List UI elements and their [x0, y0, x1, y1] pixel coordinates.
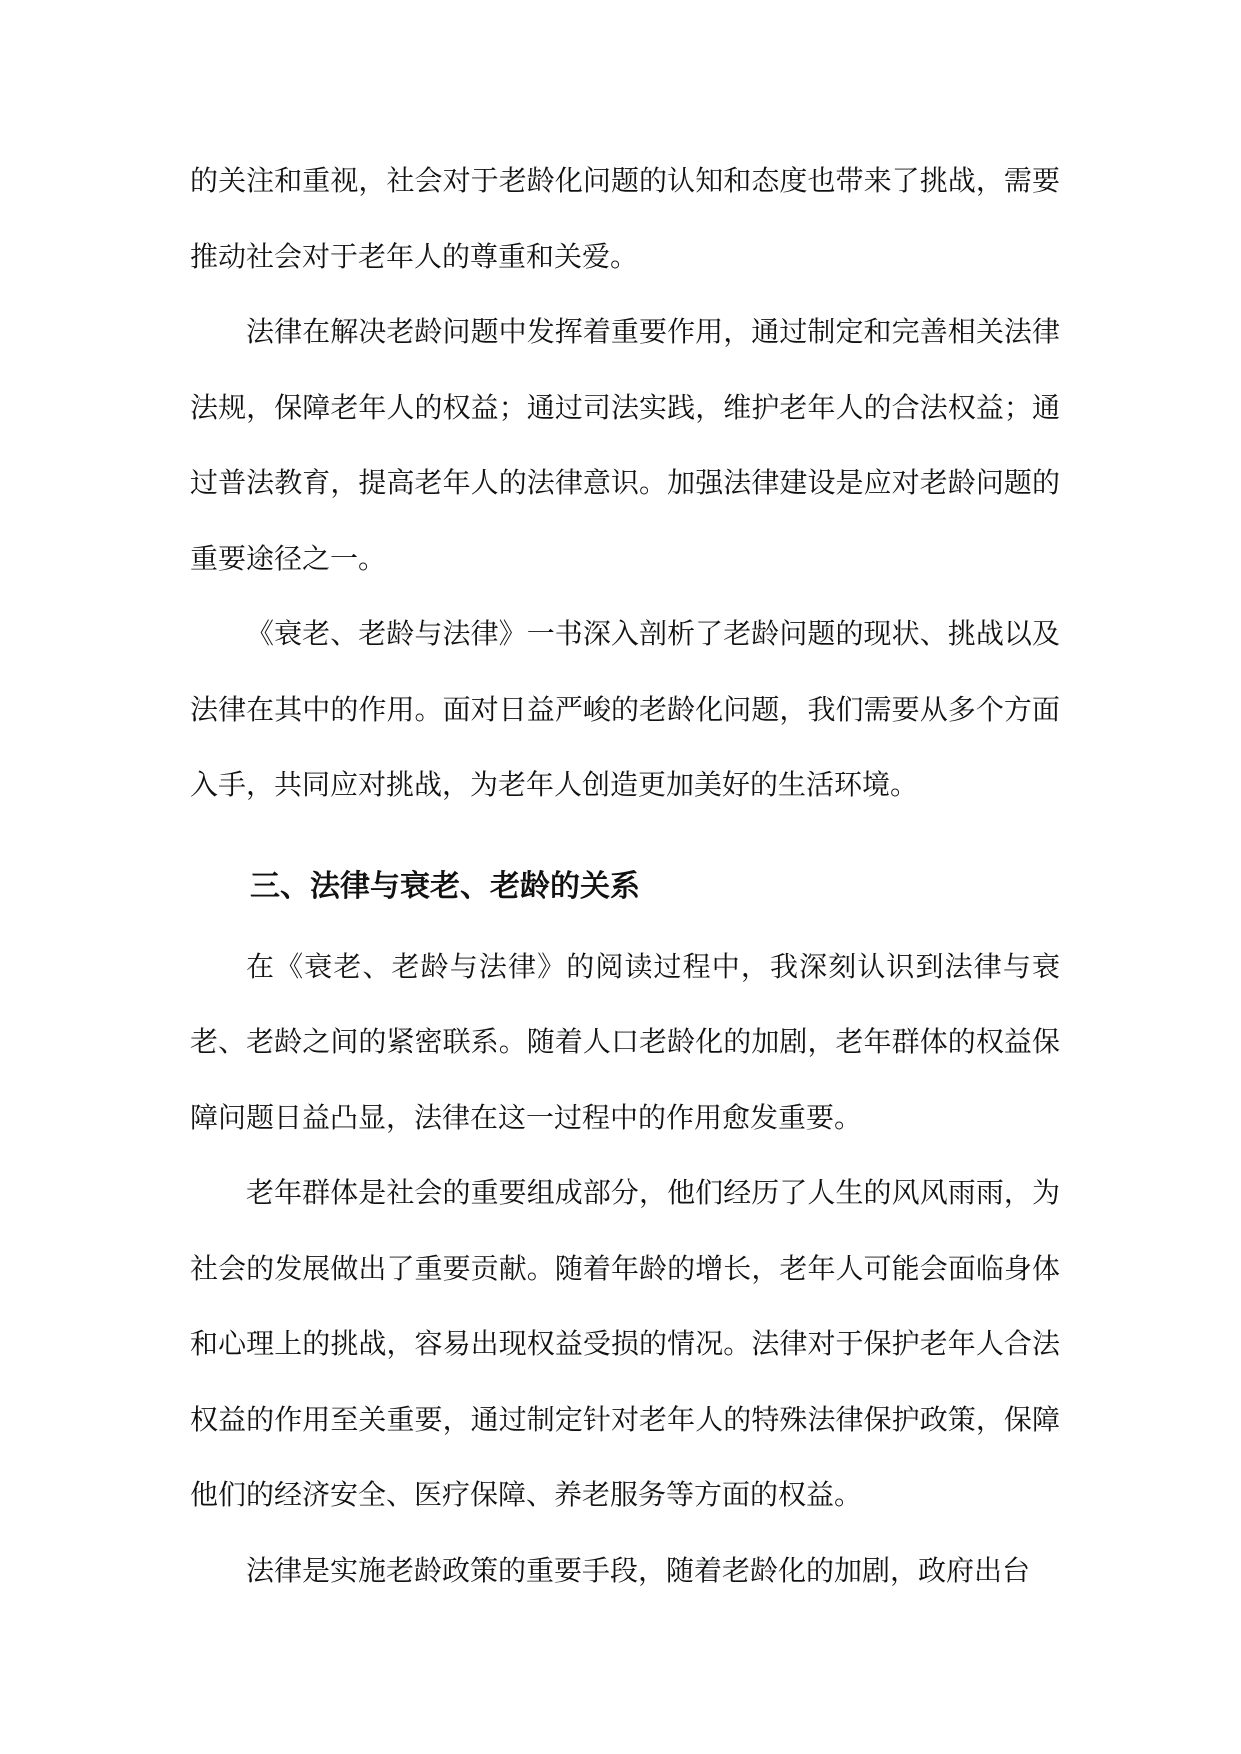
- paragraph-reading-insight: 在《衰老、老龄与法律》的阅读过程中，我深刻认识到法律与衰老、老龄之间的紧密联系。随着人口老龄化的加剧，老年群体的权益保障问题日益凸显，法律在这一过程中的作用愈发重要。: [190, 949, 1060, 1134]
- paragraph-continuation: 的关注和重视，社会对于老龄化问题的认知和态度也带来了挑战，需要推动社会对于老年人的尊重和关爱。: [190, 164, 1060, 273]
- section-heading: 三、法律与衰老、老龄的关系: [250, 868, 640, 904]
- paragraph-policy-means: 法律是实施老龄政策的重要手段，随着老龄化的加剧，政府出台: [246, 1553, 1031, 1587]
- document-body: [190, 143, 1060, 1608]
- paragraph-law-role: 法律在解决老龄问题中发挥着重要作用，通过制定和完善相关法律法规，保障老年人的权益；通过司法实践，维护老年人的合法权益；通过普法教育，提高老年人的法律意识。加强法律建设是应对老龄问题的重要途径之一。: [190, 315, 1060, 575]
- paragraph-book-summary: 《衰老、老龄与法律》一书深入剖析了老龄问题的现状、挑战以及法律在其中的作用。面对日益严峻的老龄化问题，我们需要从多个方面入手，共同应对挑战，为老年人创造更加美好的生活环境。: [190, 617, 1060, 801]
- paragraph-elderly-group: 老年群体是社会的重要组成部分，他们经历了人生的风风雨雨，为社会的发展做出了重要贡献。随着年龄的增长，老年人可能会面临身体和心理上的挑战，容易出现权益受损的情况。法律对于保护老年人合法权益的作用至关重要，通过制定针对老年人的特殊法律保护政策，保障他们的经济安全、医疗保障、养老服务等方面的权益。: [190, 1176, 1060, 1511]
